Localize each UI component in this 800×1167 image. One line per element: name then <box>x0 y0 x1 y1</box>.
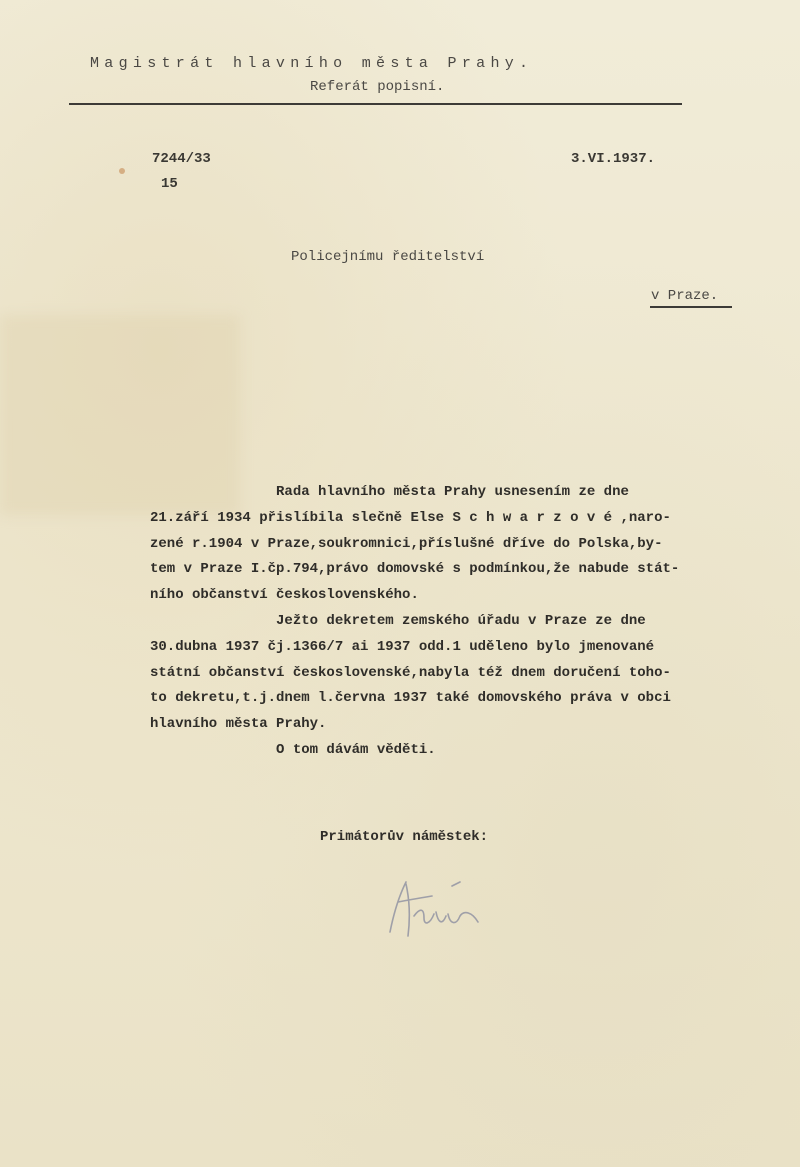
reference-sub-number: 15 <box>161 176 178 192</box>
body-line: zené r.1904 v Praze,soukromnici,příslušné dříve do Polska,by- <box>150 535 663 552</box>
signoff-title: Primátorův náměstek: <box>320 829 489 845</box>
ink-mark <box>119 168 125 174</box>
body-line: 30.dubna 1937 čj.1366/7 ai 1937 odd.1 uděleno bylo jmenované <box>150 638 655 655</box>
body-line: Ježto dekretem zemského úřadu v Praze ze dne <box>150 612 646 629</box>
reference-number: 7244/33 <box>152 151 211 167</box>
letter-date: 3.VI.1937. <box>571 151 656 167</box>
addressee-city: v Praze. <box>651 288 719 304</box>
body-line: to dekretu,t.j.dnem l.června 1937 také domovského práva v obci <box>150 690 671 707</box>
letter-body <box>150 480 679 764</box>
body-line: Rada hlavního města Prahy usnesením ze dne <box>150 484 629 500</box>
body-line: tem v Praze I.čp.794,právo domovské s podmínkou,že nabude stát- <box>150 561 680 578</box>
addressee-recipient: Policejnímu ředitelství <box>291 249 485 265</box>
handwritten-signature <box>380 872 490 944</box>
city-underline <box>650 306 732 308</box>
letterhead-divider <box>69 103 682 105</box>
body-line: O tom dávám věděti. <box>150 741 436 758</box>
body-line: hlavního města Prahy. <box>150 716 327 733</box>
body-line: ního občanství československého. <box>150 587 419 604</box>
body-line: státní občanství československé,nabyla též dnem doručení toho- <box>150 664 671 681</box>
body-line: 21.září 1934 přislíbila slečně Else S c h w a r z o v é ,naro- <box>150 509 671 526</box>
letterhead-title: Magistrát hlavního města Prahy. <box>90 55 534 72</box>
letterhead-subtitle: Referát popisní. <box>310 79 445 95</box>
